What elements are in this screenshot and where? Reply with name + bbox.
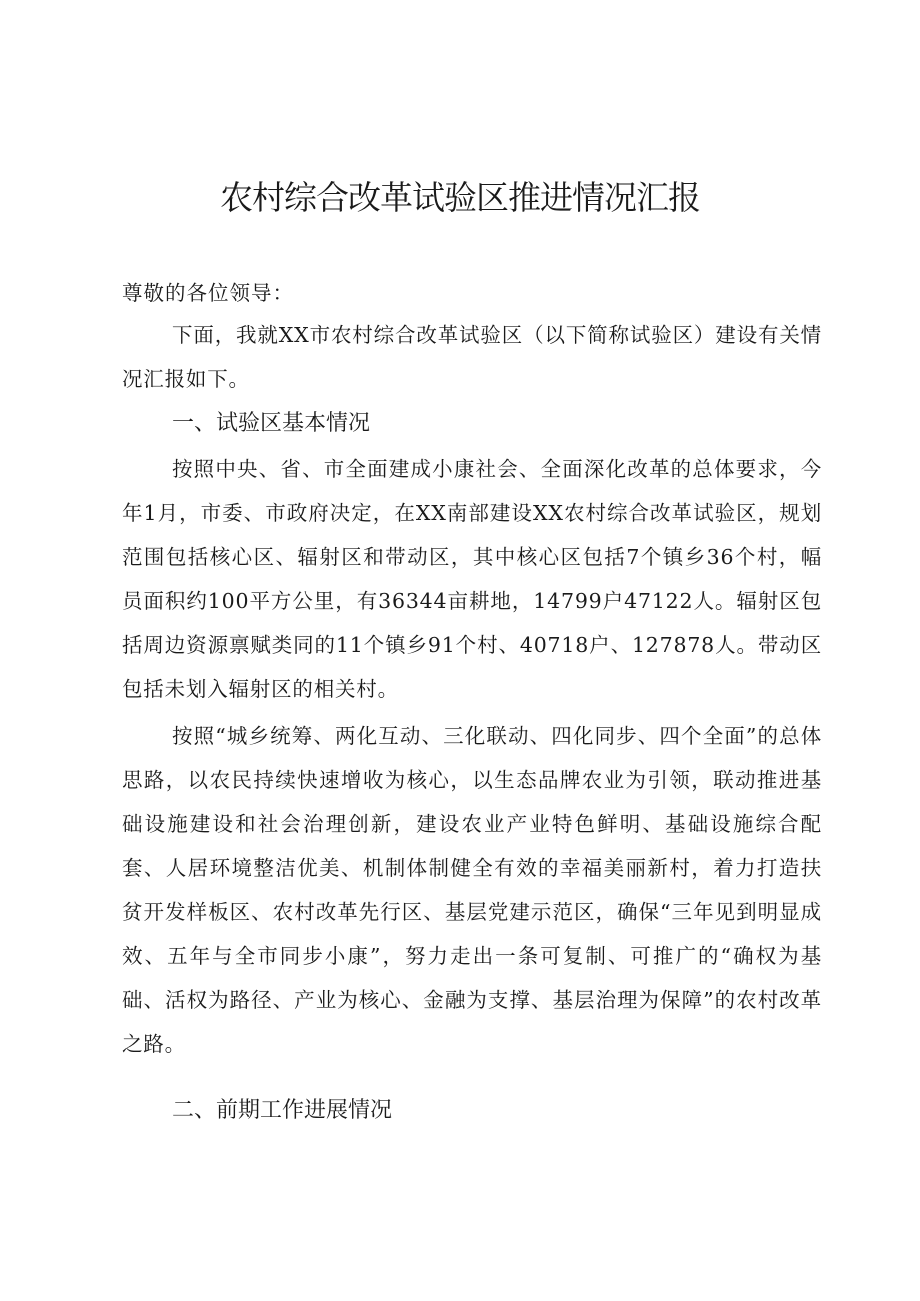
section-heading-basic-situation: 一、试验区基本情况 [172,411,371,436]
intro-paragraph: 下面，我就XX市农村综合改革试验区（以下简称试验区）建设有关情况汇报如下。 [122,323,822,391]
document-title: 农村综合改革试验区推进情况汇报 [220,178,700,217]
body-paragraph-approach: 按照“城乡统筹、两化互动、三化联动、四化同步、四个全面”的总体思路，以农民持续快速增收为核心，以生态品牌农业为引领，联动推进基础设施建设和社会治理创新，建设农业产业特色鲜明、基础设施综合配套、人居环境整洁优美、机制体制健全有效的幸福美丽新村，着力打造扶贫开发样板区、农村改革先行区、基层党建示范区，确保“三年见到明显成效、五年与全市同步小康”，努力走出一条可复制、可推广的“确权为基础、活权为路径、产业为核心、金融为支撑、基层治理为保障”的农村改革之路。 [122,724,822,1056]
salutation: 尊敬的各位领导： [122,281,294,305]
section-heading-progress: 二、前期工作进展情况 [172,1098,393,1123]
body-paragraph-scope: 按照中央、省、市全面建成小康社会、全面深化改革的总体要求，今年1月，市委、市政府决定，在XX南部建设XX农村综合改革试验区，规划范围包括核心区、辐射区和带动区，其中核心区包括7个镇乡36个村，幅员面积约100平方公里，有36344亩耕地，14799户47122人。辐射区包括周边资源禀赋类同的11个镇乡91个村、40718户、127878人。带动区包括未划入辐射区的相关村。 [122,457,822,701]
